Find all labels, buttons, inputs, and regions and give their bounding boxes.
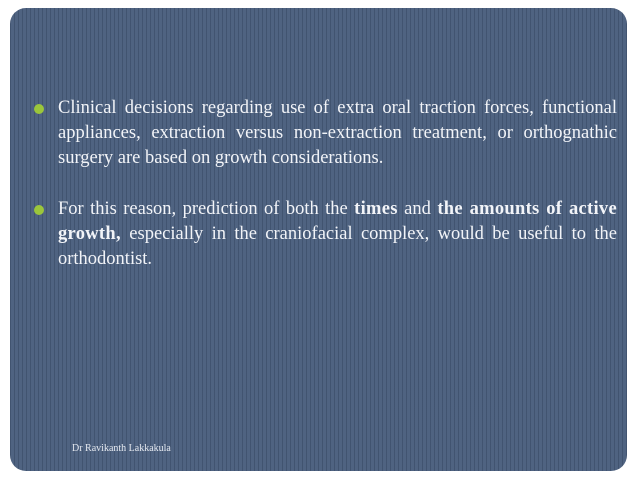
bullet-text-2-part-1: For this reason, prediction of both the [58,199,355,219]
bullet-text-2-part-3: especially in the craniofacial complex, would be useful to the orthodontist. [58,224,617,269]
bullet-dot-icon [34,205,44,215]
bullet-item-1 [32,96,617,171]
bullet-item-2 [32,197,617,272]
slide [10,8,627,471]
bullet-emphasis-amounts: the amounts of active growth, [58,199,617,244]
bullet-text-2 [58,199,617,269]
footer-author: Dr Ravikanth Lakkakula [72,443,171,454]
bullet-text-1: Clinical decisions regarding use of extra oral traction forces, functional appliances, extraction versus non-extraction treatment, or orthognathic surgery are based on growth considerations. [58,98,617,168]
bullet-emphasis-times: times [354,199,398,219]
bullet-text-2-part-2: and [397,199,438,219]
bullet-dot-icon [34,104,44,114]
slide-content [32,96,617,298]
